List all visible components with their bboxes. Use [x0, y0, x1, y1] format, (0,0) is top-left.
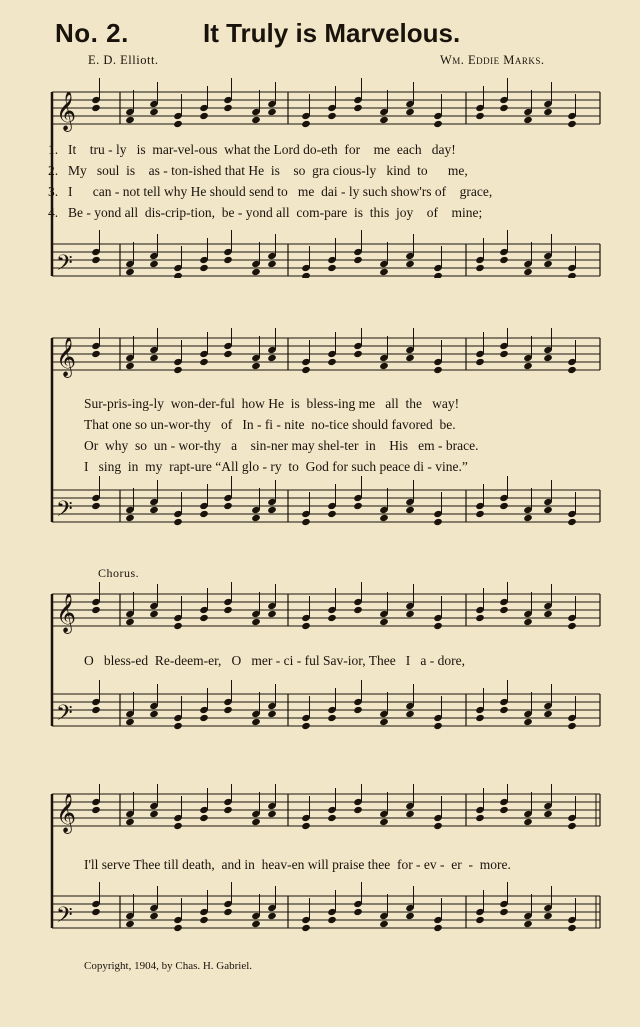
note-head: [251, 514, 261, 522]
note-head: [125, 718, 135, 726]
note-head: [433, 366, 443, 374]
note-head: [327, 112, 337, 120]
note-head: [499, 706, 509, 714]
note-head: [91, 706, 101, 714]
note-head: [543, 506, 553, 514]
note-head: [199, 916, 209, 924]
treble-clef-icon: 𝄞: [56, 793, 77, 833]
note-head: [173, 822, 183, 830]
verse-number: 4.: [48, 205, 59, 220]
note-head: [379, 268, 389, 276]
note-head: [125, 920, 135, 928]
note-head: [499, 502, 509, 510]
note-head: [223, 256, 233, 264]
note-head: [327, 814, 337, 822]
note-head: [173, 622, 183, 630]
note-head: [301, 518, 311, 526]
note-head: [327, 264, 337, 272]
note-head: [267, 610, 277, 618]
bass-clef-icon: 𝄢: [56, 903, 73, 933]
lyric-text: My soul is as - ton-ished that He is so gra cious-ly kind to me,: [68, 163, 468, 178]
note-head: [267, 108, 277, 116]
note-head: [499, 908, 509, 916]
note-head: [199, 714, 209, 722]
note-head: [405, 610, 415, 618]
hymn-header: [55, 18, 595, 52]
note-head: [251, 718, 261, 726]
note-head: [327, 510, 337, 518]
note-head: [301, 272, 311, 278]
note-head: [523, 514, 533, 522]
note-head: [433, 518, 443, 526]
note-head: [267, 354, 277, 362]
note-head: [125, 268, 135, 276]
verse-lyrics-part-1: [48, 142, 588, 226]
lyric-text: I can - not tell why He should send to me dai - ly such show'rs of grace,: [68, 184, 493, 199]
lyric-text: Sur-pris-ing-ly won-der-ful how He is bless-ing me all the way!: [84, 396, 460, 411]
lyric-text: Or why so un - wor-thy a sin-ner may shel-ter in His em - brace.: [84, 438, 479, 453]
note-head: [379, 618, 389, 626]
note-head: [379, 514, 389, 522]
note-head: [173, 272, 183, 278]
note-head: [499, 606, 509, 614]
note-head: [379, 818, 389, 826]
note-head: [251, 362, 261, 370]
note-head: [523, 362, 533, 370]
note-head: [475, 510, 485, 518]
note-head: [475, 814, 485, 822]
note-head: [301, 366, 311, 374]
note-head: [543, 354, 553, 362]
note-head: [433, 272, 443, 278]
lyric-text: That one so un-wor-thy of In - fi - nite no-tice should favored be.: [84, 417, 456, 432]
note-head: [567, 120, 577, 128]
lyric-text: I'll serve Thee till death, and in heav-en will praise thee for - ev - er - more.: [84, 857, 511, 872]
note-head: [199, 614, 209, 622]
note-head: [523, 116, 533, 124]
note-head: [223, 502, 233, 510]
note-head: [405, 108, 415, 116]
note-head: [379, 920, 389, 928]
note-head: [543, 610, 553, 618]
bass-clef-icon: 𝄢: [56, 497, 73, 527]
note-head: [353, 908, 363, 916]
note-head: [149, 260, 159, 268]
note-head: [223, 908, 233, 916]
note-head: [199, 510, 209, 518]
chorus-lyrics-line-2: [84, 857, 624, 878]
note-head: [223, 104, 233, 112]
note-head: [149, 912, 159, 920]
note-head: [301, 120, 311, 128]
lyric-text: I sing in my rapt-ure “All glo - ry to God for such peace di - vine.”: [84, 459, 468, 474]
note-head: [327, 358, 337, 366]
note-head: [475, 112, 485, 120]
lyric-line: [84, 653, 624, 674]
note-head: [353, 606, 363, 614]
lyric-line: [84, 438, 624, 459]
note-head: [567, 924, 577, 932]
lyric-line: [84, 857, 624, 878]
note-head: [223, 806, 233, 814]
note-head: [405, 354, 415, 362]
note-head: [405, 260, 415, 268]
note-head: [475, 714, 485, 722]
note-head: [405, 810, 415, 818]
hymn-number: No. 2.: [55, 18, 129, 48]
note-head: [523, 920, 533, 928]
note-head: [327, 614, 337, 622]
lyric-line: [48, 163, 588, 184]
note-head: [499, 256, 509, 264]
note-head: [91, 806, 101, 814]
note-head: [379, 116, 389, 124]
note-head: [523, 718, 533, 726]
note-head: [433, 822, 443, 830]
note-head: [301, 722, 311, 730]
note-head: [475, 614, 485, 622]
note-head: [499, 104, 509, 112]
note-head: [433, 120, 443, 128]
note-head: [327, 916, 337, 924]
note-head: [251, 818, 261, 826]
hymn-title: It Truly is Marvelous.: [203, 18, 461, 48]
note-head: [199, 358, 209, 366]
note-head: [91, 256, 101, 264]
note-head: [149, 354, 159, 362]
note-head: [543, 810, 553, 818]
lyric-line: [84, 417, 624, 438]
note-head: [125, 818, 135, 826]
note-head: [433, 622, 443, 630]
lyric-line: [84, 459, 624, 480]
note-head: [91, 502, 101, 510]
note-head: [91, 606, 101, 614]
verse-lyrics-part-2: [84, 396, 624, 480]
lyric-text: O bless-ed Re-deem-er, O mer - ci - ful Sav-ior, Thee I a - dore,: [84, 653, 466, 668]
note-head: [125, 514, 135, 522]
bass-clef-icon: 𝄢: [56, 251, 73, 278]
note-head: [173, 924, 183, 932]
note-head: [91, 908, 101, 916]
note-head: [567, 518, 577, 526]
note-head: [405, 506, 415, 514]
lyric-line: [48, 142, 588, 163]
verse-number: 1.: [48, 142, 59, 157]
note-head: [353, 350, 363, 358]
note-head: [125, 116, 135, 124]
note-head: [433, 722, 443, 730]
note-head: [223, 350, 233, 358]
note-head: [301, 822, 311, 830]
note-head: [567, 366, 577, 374]
note-head: [353, 104, 363, 112]
verse-number: 2.: [48, 163, 59, 178]
note-head: [353, 502, 363, 510]
note-head: [173, 518, 183, 526]
note-head: [223, 606, 233, 614]
note-head: [353, 706, 363, 714]
note-head: [523, 618, 533, 626]
lyric-text: Be - yond all dis-crip-tion, be - yond all com-pare is this joy of mine;: [68, 205, 483, 220]
note-head: [567, 622, 577, 630]
lyric-line: [48, 205, 588, 226]
note-head: [567, 722, 577, 730]
lyric-line: [48, 184, 588, 205]
note-head: [251, 116, 261, 124]
note-head: [499, 806, 509, 814]
treble-clef-icon: 𝄞: [56, 91, 77, 131]
note-head: [405, 912, 415, 920]
bass-clef-icon: 𝄢: [56, 701, 73, 731]
note-head: [523, 268, 533, 276]
treble-clef-icon: 𝄞: [56, 337, 77, 377]
note-head: [267, 912, 277, 920]
note-head: [405, 710, 415, 718]
chorus-lyrics-line-1: [84, 653, 624, 674]
note-head: [199, 112, 209, 120]
note-head: [125, 618, 135, 626]
note-head: [251, 920, 261, 928]
note-head: [199, 814, 209, 822]
note-head: [301, 924, 311, 932]
note-head: [567, 822, 577, 830]
lyricist-credit: E. D. Elliott.: [88, 53, 159, 67]
note-head: [379, 718, 389, 726]
lyric-text: It tru - ly is mar-vel-ous what the Lord do-eth for me each day!: [68, 142, 456, 157]
composer-credit: Wm. Eddie Marks.: [440, 53, 545, 67]
note-head: [499, 350, 509, 358]
note-head: [149, 108, 159, 116]
note-head: [327, 714, 337, 722]
verse-number: 3.: [48, 184, 59, 199]
note-head: [543, 912, 553, 920]
note-head: [149, 506, 159, 514]
note-head: [567, 272, 577, 278]
note-head: [433, 924, 443, 932]
copyright-notice: Copyright, 1904, by Chas. H. Gabriel.: [84, 960, 253, 972]
note-head: [149, 610, 159, 618]
lyric-line: [84, 396, 624, 417]
note-head: [475, 264, 485, 272]
note-head: [353, 256, 363, 264]
note-head: [91, 104, 101, 112]
note-head: [379, 362, 389, 370]
note-head: [149, 710, 159, 718]
treble-clef-icon: 𝄞: [56, 593, 77, 633]
note-head: [523, 818, 533, 826]
note-head: [267, 710, 277, 718]
chorus-label: Chorus.: [98, 566, 140, 580]
note-head: [475, 916, 485, 924]
note-head: [251, 618, 261, 626]
note-head: [223, 706, 233, 714]
note-head: [173, 722, 183, 730]
note-head: [543, 710, 553, 718]
note-head: [267, 810, 277, 818]
note-head: [173, 366, 183, 374]
note-head: [91, 350, 101, 358]
note-head: [267, 506, 277, 514]
note-head: [267, 260, 277, 268]
note-head: [353, 806, 363, 814]
note-head: [149, 810, 159, 818]
note-head: [173, 120, 183, 128]
note-head: [301, 622, 311, 630]
note-head: [125, 362, 135, 370]
note-head: [475, 358, 485, 366]
note-head: [543, 108, 553, 116]
note-head: [251, 268, 261, 276]
note-head: [543, 260, 553, 268]
note-head: [199, 264, 209, 272]
